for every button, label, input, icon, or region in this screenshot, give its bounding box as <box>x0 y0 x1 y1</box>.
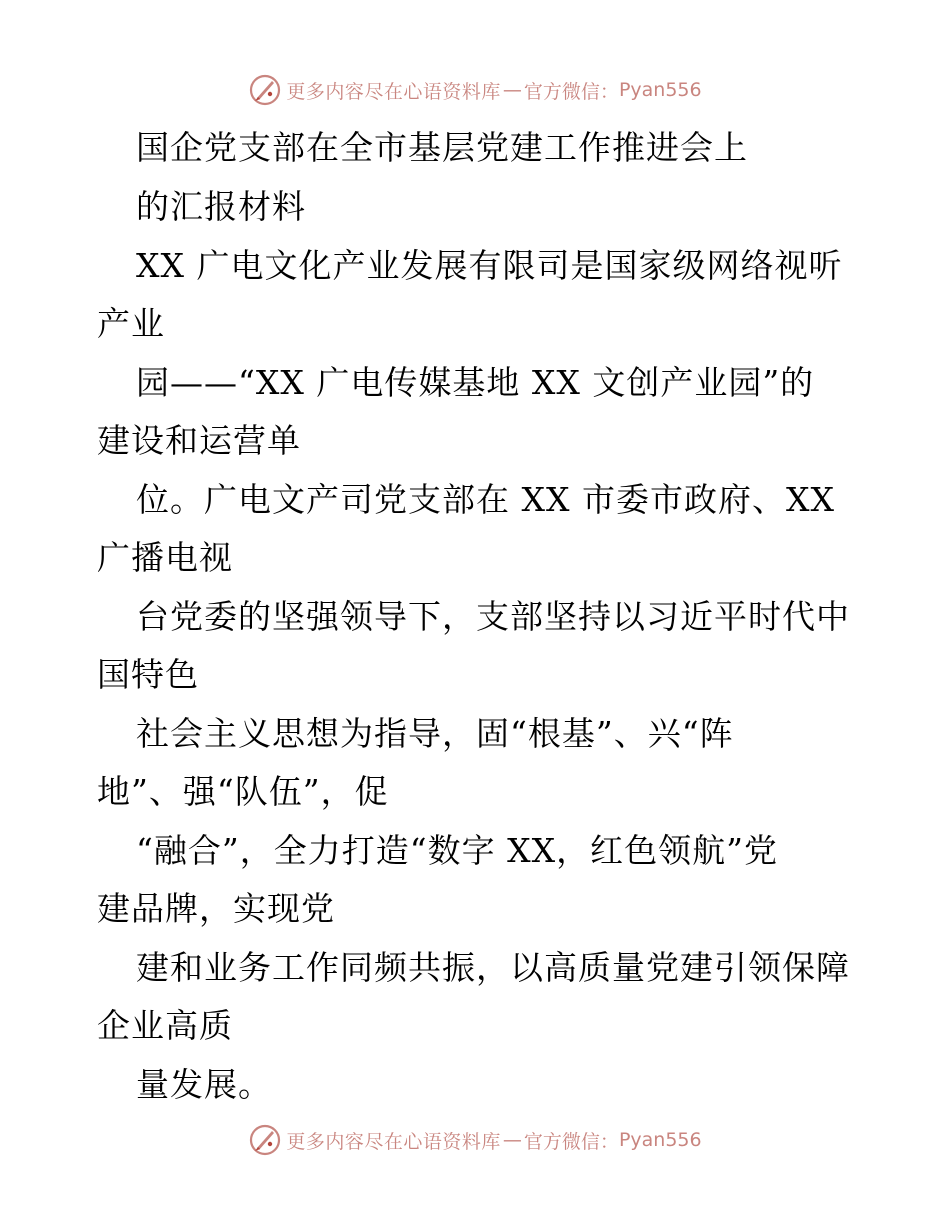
body-line: 国特色 <box>97 655 199 694</box>
watermark-text: 更多内容尽在心语资料库 <box>286 1130 501 1153</box>
footer-watermark-banner <box>0 1118 950 1162</box>
watermark-wechat-id: Pyan556 <box>618 1129 702 1151</box>
quill-pen-logo-icon <box>248 1123 282 1157</box>
body-line: 建和业务工作同频共振，以高质量党建引领保障 <box>136 948 850 987</box>
watermark-wechat-id: Pyan556 <box>618 79 702 101</box>
watermark-wechat-label: 官方微信： <box>523 80 619 103</box>
body-line: 量发展。 <box>136 1065 272 1104</box>
body-line: 社会主义思想为指导，固“根基”、兴“阵 <box>136 714 734 753</box>
body-line: 建设和运营单 <box>97 421 301 460</box>
body-line: 企业高质 <box>97 1006 233 1045</box>
body-line: XX 广电文化产业发展有限司是国家级网络视听 <box>136 246 843 285</box>
body-line: 园——“XX 广电传媒基地 XX 文创产业园”的 <box>136 363 815 402</box>
watermark-separator: — <box>502 1129 522 1151</box>
watermark-text: 更多内容尽在心语资料库 <box>286 80 501 103</box>
header-watermark-banner <box>0 68 950 112</box>
body-line: 台党委的坚强领导下，支部坚持以习近平时代中 <box>136 597 850 636</box>
quill-pen-logo-icon <box>248 73 282 107</box>
document-title-line-2: 的汇报材料 <box>136 187 306 226</box>
body-line: “融合”，全力打造“数字 XX，红色领航”党 <box>136 831 778 870</box>
watermark-separator: — <box>502 79 522 101</box>
body-line: 建品牌，实现党 <box>97 889 335 928</box>
watermark-wechat-label: 官方微信： <box>523 1130 619 1153</box>
body-line: 产业 <box>97 304 165 343</box>
body-line: 位。广电文产司党支部在 XX 市委市政府、XX <box>136 480 835 519</box>
body-line: 广播电视 <box>97 538 233 577</box>
document-title-line-1: 国企党支部在全市基层党建工作推进会上 <box>136 128 748 167</box>
body-line: 地”、强“队伍”，促 <box>97 772 389 811</box>
